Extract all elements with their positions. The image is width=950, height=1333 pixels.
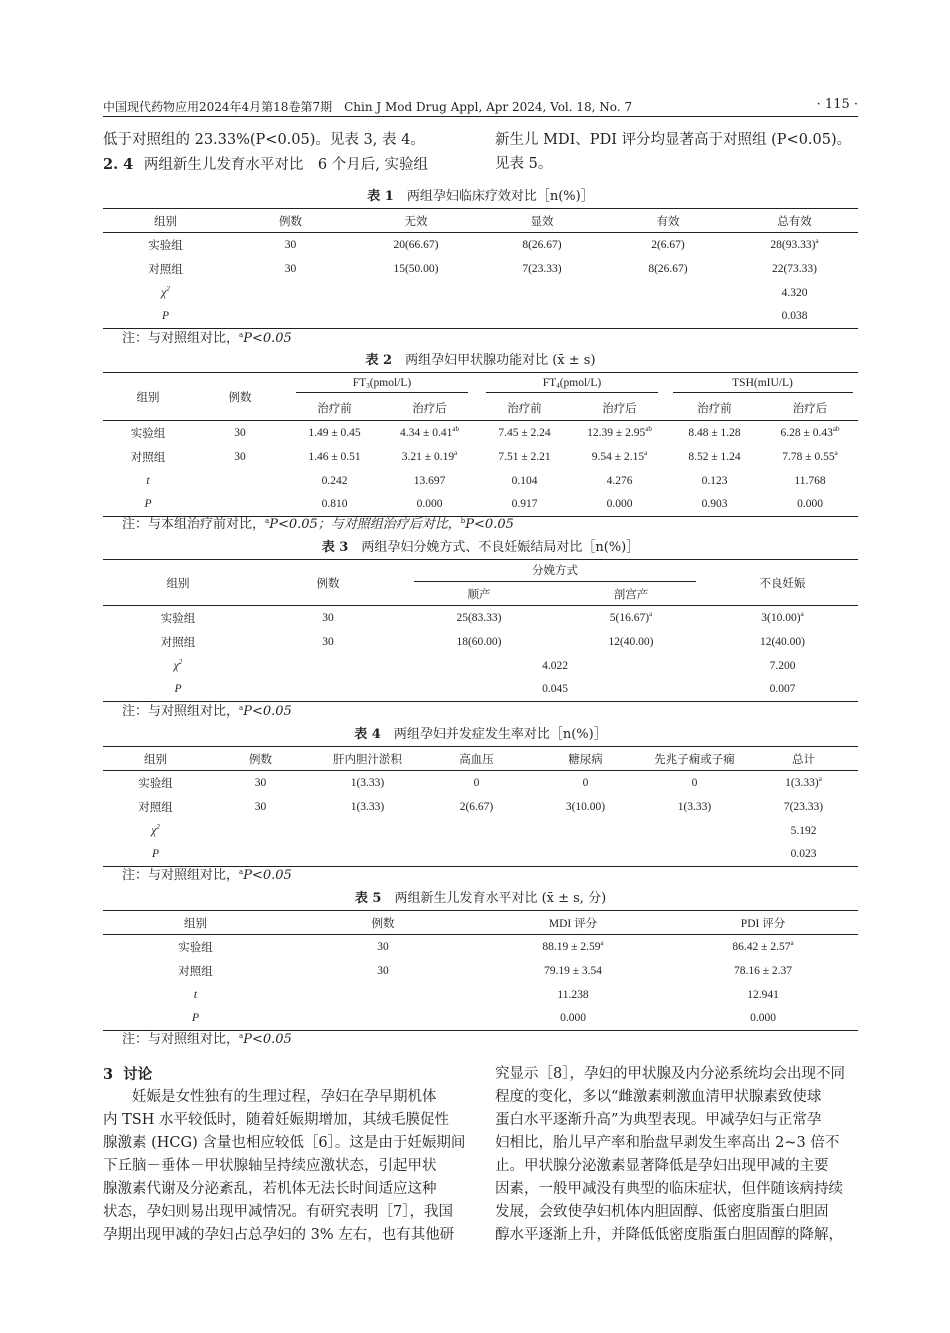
table-row bbox=[103, 281, 858, 305]
cell-value: 3(10.00) bbox=[761, 611, 801, 624]
col-header: 例数 bbox=[288, 911, 478, 935]
cell: 20(66.67) bbox=[353, 233, 479, 257]
table1-note bbox=[122, 331, 292, 347]
cell: 12(40.00) bbox=[608, 635, 654, 648]
cell: 0 bbox=[531, 771, 640, 795]
cell: 18(60.00) bbox=[456, 635, 502, 648]
cell: 实验组 bbox=[103, 606, 253, 630]
cell: 对照组 bbox=[130, 451, 166, 464]
cell: 7(23.33) bbox=[783, 800, 824, 813]
note-text: 注：与对照组对比， bbox=[122, 868, 240, 883]
col-header: 治疗后 bbox=[382, 397, 477, 421]
col-header: 治疗前 bbox=[667, 397, 762, 421]
table1 bbox=[103, 208, 858, 329]
delivery-label: 分娩方式 bbox=[414, 562, 696, 582]
table5-caption bbox=[103, 891, 858, 907]
table3-note bbox=[122, 704, 292, 720]
paragraph-line: 因素，一般甲减没有典型的临床症状，但伴随该病持续 bbox=[495, 1181, 843, 1197]
cell bbox=[555, 606, 707, 630]
cell: 7.200 bbox=[769, 659, 796, 672]
superscript: a bbox=[790, 938, 794, 947]
table-row bbox=[103, 959, 858, 983]
cell: t bbox=[146, 474, 150, 487]
ft4-label: FT bbox=[542, 376, 557, 389]
ft3-label: FT bbox=[352, 376, 367, 389]
table5 bbox=[103, 910, 858, 1031]
cell: 0.038 bbox=[731, 305, 858, 329]
cell: 实验组 bbox=[103, 421, 193, 445]
cell: 0.000 bbox=[572, 493, 667, 517]
cell bbox=[572, 445, 667, 469]
cell: 30 bbox=[208, 771, 313, 795]
paragraph-line: 醇水平逐渐上升，并降低低密度脂蛋白胆固醇的降解， bbox=[495, 1227, 843, 1243]
col-header: 例数 bbox=[253, 560, 403, 606]
cell: 0.917 bbox=[477, 493, 572, 517]
cell-value: 9.54 ± 2.15 bbox=[591, 450, 645, 463]
caption-number: 表 1 bbox=[367, 189, 394, 204]
cell bbox=[353, 281, 479, 305]
table3-caption bbox=[103, 540, 858, 556]
cell bbox=[668, 935, 858, 959]
cell: 30 bbox=[234, 450, 246, 463]
cell bbox=[478, 935, 668, 959]
col-header: 例数 bbox=[208, 747, 313, 771]
superscript: a bbox=[239, 704, 244, 712]
cell bbox=[313, 819, 422, 843]
table-row bbox=[103, 305, 858, 329]
cell bbox=[208, 843, 313, 867]
superscript: a bbox=[818, 774, 822, 783]
table-row bbox=[103, 771, 858, 795]
col-header: 剖宫产 bbox=[555, 584, 707, 606]
col-header: 组别 bbox=[103, 911, 288, 935]
caption-text: 两组新生儿发育水平对比 (x̄ ± s, 分) bbox=[394, 891, 607, 906]
superscript: a bbox=[649, 609, 653, 618]
cell: 2(6.67) bbox=[459, 800, 494, 813]
cell: 3(10.00) bbox=[565, 800, 606, 813]
cell bbox=[422, 819, 531, 843]
note-text: 注：与对照组对比， bbox=[122, 1032, 240, 1047]
col-header: 治疗后 bbox=[762, 397, 858, 421]
cell: 30 bbox=[377, 964, 389, 977]
caption-text: 两组孕妇甲状腺功能对比 (x̄ ± s) bbox=[405, 353, 596, 368]
table5-note bbox=[122, 1032, 292, 1048]
cell bbox=[228, 305, 353, 329]
col-header: 先兆子痫或子痫 bbox=[640, 747, 749, 771]
cell: P bbox=[103, 843, 208, 867]
cell: 5.192 bbox=[790, 824, 817, 837]
cell bbox=[605, 305, 731, 329]
cell: 11.238 bbox=[557, 988, 589, 1001]
col-header: 治疗后 bbox=[572, 397, 667, 421]
cell-value: 4.34 ± 0.41 bbox=[400, 426, 453, 439]
col-header: 高血压 bbox=[422, 747, 531, 771]
table-row bbox=[103, 445, 858, 469]
caption-number: 表 3 bbox=[321, 540, 349, 555]
note-p: P<0.05 bbox=[243, 868, 292, 883]
col-header: PDI 评分 bbox=[668, 911, 858, 935]
cell bbox=[707, 606, 858, 630]
unit: (pmol/L) bbox=[369, 376, 412, 389]
table-row bbox=[103, 630, 858, 654]
cell: 1(3.33) bbox=[677, 800, 712, 813]
note-p: P<0.05 bbox=[243, 1032, 292, 1047]
cell: 0.242 bbox=[321, 474, 348, 487]
col-header-ft4 bbox=[477, 373, 667, 397]
superscript: 2 bbox=[178, 657, 183, 666]
col-header: 显效 bbox=[479, 209, 605, 233]
cell: 8.52 ± 1.24 bbox=[688, 450, 741, 463]
cell: 1.46 ± 0.51 bbox=[308, 450, 361, 463]
superscript: 2 bbox=[166, 284, 170, 293]
cell bbox=[382, 445, 477, 469]
table-row bbox=[103, 606, 858, 630]
col-header: 组别 bbox=[103, 373, 193, 421]
section-2-4-heading bbox=[103, 153, 428, 178]
cell: 4.320 bbox=[781, 286, 808, 299]
table2-caption bbox=[103, 353, 858, 369]
table3 bbox=[103, 559, 858, 702]
superscript: a bbox=[644, 448, 648, 457]
cell-value: 12.39 ± 2.95 bbox=[587, 426, 646, 439]
cell bbox=[313, 843, 422, 867]
cell bbox=[103, 819, 208, 843]
cell bbox=[253, 678, 403, 702]
superscript: ab bbox=[452, 424, 459, 433]
cell bbox=[103, 654, 253, 678]
table-header-row bbox=[103, 747, 858, 771]
cell bbox=[605, 281, 731, 305]
cell: 15(50.00) bbox=[393, 262, 439, 275]
cell: 对照组 bbox=[160, 636, 196, 649]
cell: 8.48 ± 1.28 bbox=[667, 421, 762, 445]
cell bbox=[193, 469, 287, 493]
paragraph-line: 腺激素 (HCG) 含量也相应较低［6］。这是由于妊娠期间 bbox=[103, 1135, 466, 1151]
superscript: a bbox=[815, 236, 819, 245]
cell: 12.941 bbox=[747, 988, 779, 1001]
cell: 对照组 bbox=[138, 801, 173, 814]
table-row bbox=[103, 935, 858, 959]
col-header: 顺产 bbox=[403, 584, 555, 606]
paragraph-line: 程度的变化，多以“雌激素刺激血清甲状腺素致使球 bbox=[495, 1089, 822, 1105]
table-row bbox=[103, 795, 858, 819]
note-p: P<0.05 bbox=[465, 517, 514, 532]
col-header: 肝内胆汁淤积 bbox=[313, 747, 422, 771]
note-p: P<0.05 bbox=[243, 331, 292, 346]
chi-symbol: χ bbox=[161, 286, 167, 299]
cell: 0.810 bbox=[287, 493, 382, 517]
cell: 30 bbox=[284, 262, 297, 275]
cell bbox=[531, 843, 640, 867]
col-header: 例数 bbox=[228, 209, 353, 233]
col-header: 例数 bbox=[193, 373, 287, 421]
table-row bbox=[103, 257, 858, 281]
col-header: 治疗前 bbox=[477, 397, 572, 421]
cell: 7.51 ± 2.21 bbox=[498, 450, 551, 463]
cell: 0.123 bbox=[701, 474, 728, 487]
paragraph-line: 腺激素代谢及分泌紊乱，若机体无法长时间适应这种 bbox=[103, 1181, 437, 1197]
cell bbox=[228, 281, 353, 305]
table-row bbox=[103, 493, 858, 517]
table-row bbox=[103, 654, 858, 678]
paragraph-line: 究显示［8］，孕妇的甲状腺及内分泌系统均会出现不同 bbox=[495, 1066, 845, 1082]
table-header-row bbox=[103, 373, 858, 397]
cell: 实验组 bbox=[103, 233, 228, 257]
cell: 12(40.00) bbox=[759, 635, 806, 648]
cell bbox=[208, 819, 313, 843]
cell: 4.022 bbox=[542, 659, 568, 672]
table-header-row bbox=[103, 911, 858, 935]
right-col-line-1: 新生儿 MDI、PDI 评分均显著高于对照组 (P<0.05)。 bbox=[495, 132, 852, 148]
superscript: a bbox=[600, 938, 604, 947]
caption-text: 两组孕妇并发症发生率对比［n(%)］ bbox=[393, 727, 607, 742]
cell: 30 bbox=[253, 606, 403, 630]
col-header: 糖尿病 bbox=[531, 747, 640, 771]
cell bbox=[288, 983, 478, 1007]
cell: 实验组 bbox=[103, 771, 208, 795]
cell: 8(26.67) bbox=[648, 262, 688, 275]
cell: 4.276 bbox=[606, 474, 633, 487]
superscript: a bbox=[239, 868, 244, 876]
table4-caption bbox=[103, 727, 858, 743]
table-row bbox=[103, 421, 858, 445]
chi-symbol: χ bbox=[173, 659, 179, 672]
cell: 79.19 ± 3.54 bbox=[543, 964, 603, 977]
cell: 13.697 bbox=[413, 474, 446, 487]
table-header-row bbox=[103, 209, 858, 233]
cell: 7(23.33) bbox=[522, 262, 562, 275]
cell: 0.000 bbox=[762, 493, 858, 517]
page-number: · 115 · bbox=[816, 97, 858, 112]
section-number: 2. 4 bbox=[103, 156, 134, 173]
note-text: 注：与本组治疗前对比， bbox=[122, 517, 266, 532]
cell: 1(3.33) bbox=[350, 800, 385, 813]
superscript: a bbox=[454, 448, 458, 457]
cell: 30 bbox=[228, 233, 353, 257]
section-title: 讨论 bbox=[123, 1066, 153, 1083]
cell: 0.007 bbox=[707, 678, 858, 702]
cell: 1.49 ± 0.45 bbox=[287, 421, 382, 445]
table2-note bbox=[122, 517, 514, 533]
note-text: 注：与对照组对比， bbox=[122, 331, 240, 346]
cell bbox=[640, 819, 749, 843]
col-header: 组别 bbox=[103, 560, 253, 606]
cell bbox=[353, 305, 479, 329]
cell: P bbox=[103, 678, 253, 702]
cell: 实验组 bbox=[103, 935, 288, 959]
paragraph-line: 内 TSH 水平较低时，随着妊娠期增加，其绒毛膜促性 bbox=[103, 1112, 449, 1128]
cell bbox=[640, 843, 749, 867]
cell: 0.903 bbox=[667, 493, 762, 517]
cell: 0.045 bbox=[403, 678, 707, 702]
cell bbox=[288, 1007, 478, 1031]
cell bbox=[382, 421, 477, 445]
cell: 30 bbox=[322, 635, 334, 648]
chi-symbol: χ bbox=[151, 824, 157, 837]
table-row bbox=[103, 678, 858, 702]
cell: 1(3.33) bbox=[313, 771, 422, 795]
superscript: ab bbox=[832, 424, 840, 433]
cell: 对照组 bbox=[178, 965, 213, 978]
table2 bbox=[103, 372, 858, 517]
caption-number: 表 5 bbox=[354, 891, 382, 906]
note-p: P<0.05 bbox=[243, 704, 292, 719]
note-text: 注：与对照组对比， bbox=[122, 704, 240, 719]
cell: P bbox=[103, 1007, 288, 1031]
cell bbox=[479, 305, 605, 329]
superscript: a bbox=[265, 517, 270, 525]
note-text: P<0.05；与对照组治疗后对比， bbox=[269, 517, 461, 532]
table-row bbox=[103, 469, 858, 493]
cell bbox=[762, 421, 858, 445]
cell-value: 28(93.33) bbox=[770, 238, 816, 251]
cell: 对照组 bbox=[148, 263, 183, 276]
cell bbox=[749, 771, 858, 795]
cell: 22(73.33) bbox=[771, 262, 818, 275]
cell: 0 bbox=[640, 771, 749, 795]
running-header bbox=[103, 96, 858, 117]
col-header: MDI 评分 bbox=[478, 911, 668, 935]
cell-value: 6.28 ± 0.43 bbox=[780, 426, 833, 439]
caption-text: 两组孕妇临床疗效对比［n(%)］ bbox=[406, 189, 594, 204]
cell-value: 88.19 ± 2.59 bbox=[542, 940, 601, 953]
cell bbox=[531, 819, 640, 843]
paragraph-line: 止。甲状腺分泌激素显著降低是孕妇出现甲减的主要 bbox=[495, 1158, 829, 1174]
cell: 0 bbox=[422, 771, 531, 795]
table4 bbox=[103, 746, 858, 867]
cell: 30 bbox=[288, 935, 478, 959]
cell bbox=[103, 281, 228, 305]
cell-value: 5(16.67) bbox=[609, 611, 650, 624]
superscript: a bbox=[834, 448, 838, 457]
superscript: a bbox=[800, 609, 804, 618]
paragraph-line: 孕期出现甲减的孕妇占总孕妇的 3% 左右，也有其他研 bbox=[103, 1227, 455, 1243]
table-header-row bbox=[103, 560, 858, 584]
unit: (pmol/L) bbox=[559, 376, 602, 389]
superscript: ab bbox=[645, 424, 652, 433]
superscript: a bbox=[239, 1032, 244, 1040]
col-header-delivery bbox=[403, 560, 707, 584]
table1-caption bbox=[103, 189, 858, 205]
cell: 0.000 bbox=[382, 493, 477, 517]
paragraph-line: 妇相比，胎儿早产率和胎盘早剥发生率高出 2~3 倍不 bbox=[495, 1135, 840, 1151]
cell: 30 bbox=[193, 421, 287, 445]
cell: 2(6.67) bbox=[605, 233, 731, 257]
col-header: 治疗前 bbox=[287, 397, 382, 421]
table-row bbox=[103, 843, 858, 867]
table4-note bbox=[122, 868, 292, 884]
cell: 0.000 bbox=[478, 1007, 668, 1031]
col-header-tsh bbox=[667, 373, 858, 397]
paragraph-line: 蛋白水平逐渐升高”为典型表现。甲减孕妇与正常孕 bbox=[495, 1112, 822, 1128]
section-3-heading bbox=[103, 1063, 152, 1087]
results-line: 低于对照组的 23.33%(P<0.05)。见表 3, 表 4。 bbox=[103, 132, 425, 148]
cell bbox=[253, 654, 403, 678]
cell: t bbox=[193, 988, 198, 1001]
col-header: 有效 bbox=[605, 209, 731, 233]
paragraph-line: 妊娠是女性独有的生理过程，孕妇在孕早期机体 bbox=[103, 1089, 437, 1105]
caption-number: 表 4 bbox=[354, 727, 381, 742]
col-header: 组别 bbox=[103, 747, 208, 771]
caption-number: 表 2 bbox=[365, 353, 393, 368]
col-header: 组别 bbox=[103, 209, 228, 233]
cell-value: 1(3.33) bbox=[785, 776, 819, 789]
subscript: 4 bbox=[556, 381, 560, 390]
col-header: 总计 bbox=[749, 747, 858, 771]
superscript: a bbox=[239, 331, 244, 339]
cell: 78.16 ± 2.37 bbox=[733, 964, 793, 977]
col-header: 无效 bbox=[353, 209, 479, 233]
cell: 25(83.33) bbox=[403, 606, 555, 630]
table-row bbox=[103, 1007, 858, 1031]
cell bbox=[193, 493, 287, 517]
cell bbox=[572, 421, 667, 445]
cell-value: 3.21 ± 0.19 bbox=[401, 450, 455, 463]
table-row bbox=[103, 819, 858, 843]
col-header: 总有效 bbox=[731, 209, 858, 233]
tsh-label: TSH(mIU/L) bbox=[673, 377, 853, 393]
cell: 7.45 ± 2.24 bbox=[477, 421, 572, 445]
col-header: 不良妊娠 bbox=[707, 560, 858, 606]
superscript: b bbox=[460, 517, 466, 525]
cell bbox=[422, 843, 531, 867]
cell: 30 bbox=[254, 800, 267, 813]
section-number: 3 bbox=[103, 1066, 114, 1083]
cell-value: 7.78 ± 0.55 bbox=[782, 450, 835, 463]
col-header-ft3 bbox=[287, 373, 477, 397]
paragraph-line: 发展，会致使孕妇机体内胆固醇、低密度脂蛋白胆固 bbox=[495, 1204, 829, 1220]
cell: P bbox=[103, 305, 228, 329]
cell: 0.000 bbox=[668, 1007, 858, 1031]
cell: 8(26.67) bbox=[479, 233, 605, 257]
journal-info: 中国现代药物应用2024年4月第18卷第7期 Chin J Mod Drug Appl, Apr 2024, Vol. 18, No. 7 bbox=[103, 100, 633, 114]
cell: 11.768 bbox=[794, 474, 826, 487]
cell bbox=[762, 445, 858, 469]
paragraph-line: 状态，孕妇则易出现甲减情况。有研究表明［7］，我国 bbox=[103, 1204, 453, 1220]
cell: 0.104 bbox=[511, 474, 538, 487]
paragraph-line: 下丘脑－垂体－甲状腺轴呈持续应激状态，引起甲状 bbox=[103, 1158, 437, 1174]
table-row bbox=[103, 983, 858, 1007]
section-text: 两组新生儿发育水平对比 6 个月后, 实验组 bbox=[143, 157, 428, 173]
cell: 0.023 bbox=[749, 843, 858, 867]
caption-text: 两组孕妇分娩方式、不良妊娠结局对比［n(%)］ bbox=[361, 540, 640, 555]
subscript: 3 bbox=[366, 381, 370, 390]
superscript: 2 bbox=[156, 822, 160, 831]
cell-value: 86.42 ± 2.57 bbox=[732, 940, 791, 953]
cell bbox=[731, 233, 858, 257]
cell bbox=[479, 281, 605, 305]
cell: P bbox=[103, 493, 193, 517]
right-col-line-2: 见表 5。 bbox=[495, 156, 553, 172]
table-row bbox=[103, 233, 858, 257]
